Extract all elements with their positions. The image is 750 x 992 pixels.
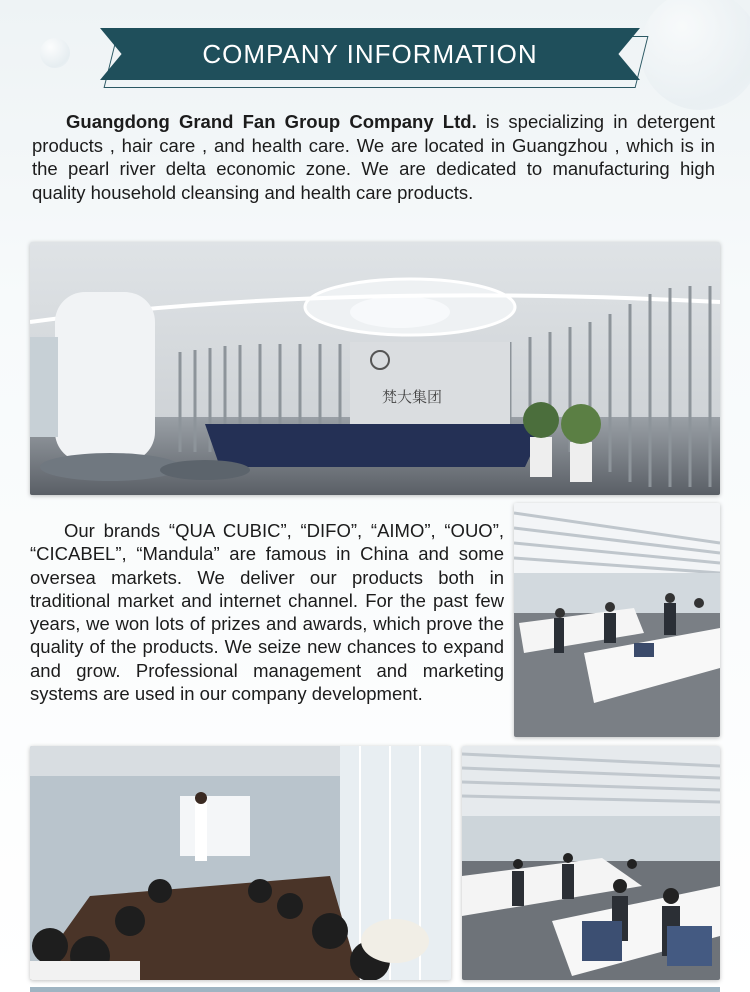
lobby-sign-text: 梵大集团 xyxy=(382,388,443,406)
banner-title: COMPANY INFORMATION xyxy=(202,39,538,69)
intro-text: is specializing in detergent products , hair care , and health care. We are located in Guangzhou , which is in the pearl river delta economic zone. We are dedicated to manufacturing high quality household cleansing and health care products. xyxy=(32,111,715,203)
section-banner xyxy=(100,28,648,88)
decor-bubble xyxy=(40,38,70,68)
company-intro xyxy=(32,110,715,204)
bottom-strip xyxy=(30,987,720,992)
meeting-photo xyxy=(30,746,451,980)
brands-paragraph: Our brands “QUA CUBIC”, “DIFO”, “AIMO”, “OUO”, “CICABEL”, “Mandula” are famous in China and some oversea markets. We deliver our products both in traditional market and internet channel. For the past few years, we won lots of prizes and awards, which prove the quality of the products. We seize new chances to expand and grow. Professional management and marketing systems are used in our company development. xyxy=(30,520,504,705)
office-photo-2 xyxy=(462,746,720,980)
lobby-photo xyxy=(30,242,720,495)
company-name: Guangdong Grand Fan Group Company Ltd. xyxy=(66,111,477,132)
office-photo-1 xyxy=(514,503,720,737)
decor-bubble xyxy=(640,0,750,110)
